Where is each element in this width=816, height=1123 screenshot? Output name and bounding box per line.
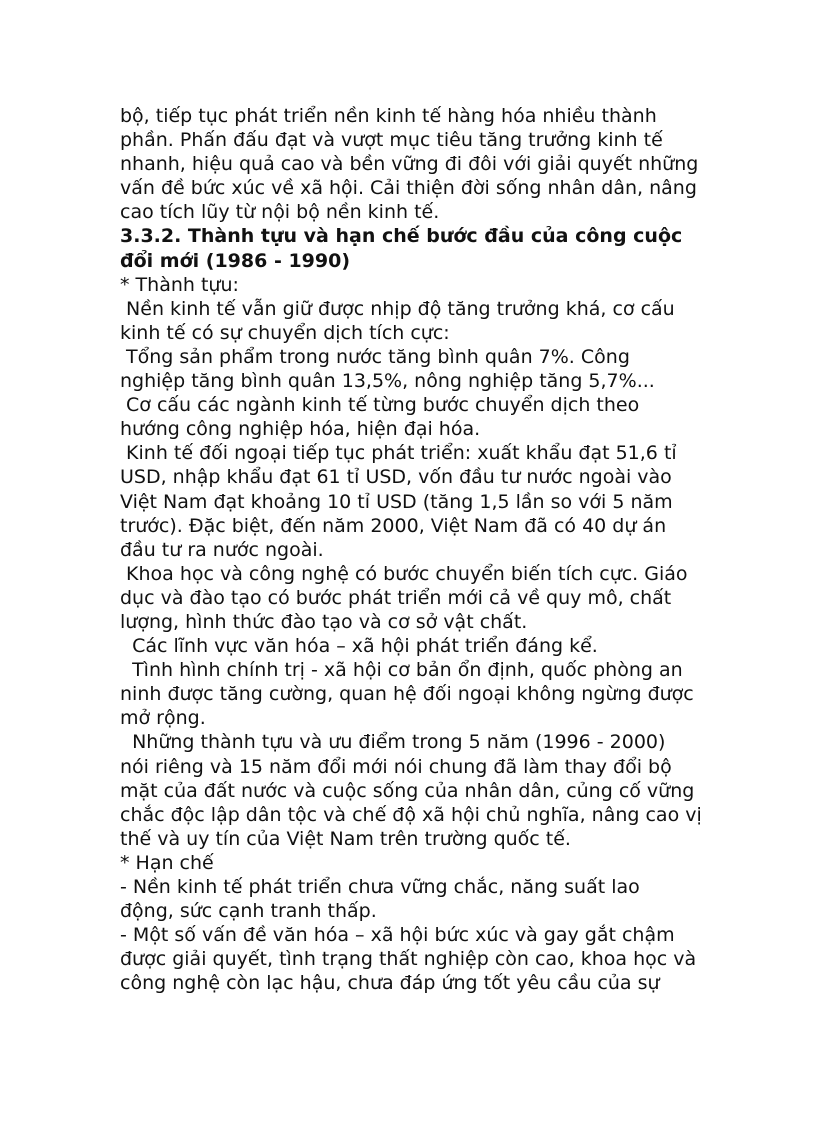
body-line: Tổng sản phẩm trong nước tăng bình quân 7%. Công [120, 345, 630, 368]
body-line: USD, nhập khẩu đạt 61 tỉ USD, vốn đầu tư nước ngoài vào [120, 466, 672, 489]
body-line: Những thành tựu và ưu điểm trong 5 năm (1996 - 2000) [120, 731, 666, 754]
body-line: Tình hình chính trị - xã hội cơ bản ổn định, quốc phòng an [120, 659, 683, 682]
body-line: đầu tư ra nước ngoài. [120, 538, 324, 561]
body-line: dục và đào tạo có bước phát triển mới cả về quy mô, chất [120, 586, 672, 609]
body-line: Khoa học và công nghệ có bước chuyển biến tích cực. Giáo [120, 562, 688, 585]
body-line: mặt của đất nước và cuộc sống của nhân dân, củng cố vững [120, 779, 695, 802]
body-line: Cơ cấu các ngành kinh tế từng bước chuyển dịch theo [120, 394, 640, 417]
body-line: hướng công nghiệp hóa, hiện đại hóa. [120, 418, 481, 441]
body-line: lượng, hình thức đào tạo và cơ sở vật chất. [120, 610, 528, 633]
body-line: công nghệ còn lạc hậu, chưa đáp ứng tốt yêu cầu của sự [120, 972, 660, 995]
body-line: chắc độc lập dân tộc và chế độ xã hội chủ nghĩa, nâng cao vị [120, 803, 702, 826]
section-heading-line: đổi mới (1986 - 1990) [120, 249, 351, 272]
body-line: nghiệp tăng bình quân 13,5%, nông nghiệp tăng 5,7%... [120, 370, 655, 393]
document-page [120, 104, 710, 995]
body-line: cao tích lũy từ nội bộ nền kinh tế. [120, 201, 440, 224]
body-line: thế và uy tín của Việt Nam trên trường quốc tế. [120, 827, 571, 850]
body-line: nhanh, hiệu quả cao và bền vững đi đôi với giải quyết những [120, 153, 699, 176]
body-line: động, sức cạnh tranh thấp. [120, 900, 377, 923]
subheading-achievements: * Thành tựu: [120, 273, 239, 296]
subheading-limitations: * Hạn chế [120, 851, 214, 874]
body-line: nói riêng và 15 năm đổi mới nói chung đã làm thay đổi bộ [120, 755, 672, 778]
body-line: trước). Đặc biệt, đến năm 2000, Việt Nam đã có 40 dự án [120, 514, 667, 537]
body-line: kinh tế có sự chuyển dịch tích cực: [120, 321, 450, 344]
body-line: ninh được tăng cường, quan hệ đối ngoại không ngừng được [120, 683, 694, 706]
body-line: Nền kinh tế vẫn giữ được nhịp độ tăng trưởng khá, cơ cấu [120, 297, 675, 320]
body-line: Các lĩnh vực văn hóa – xã hội phát triển đáng kể. [120, 635, 598, 658]
body-line: - Nền kinh tế phát triển chưa vững chắc, năng suất lao [120, 876, 640, 898]
body-line: được giải quyết, tình trạng thất nghiệp còn cao, khoa học và [120, 948, 697, 971]
body-line: vấn đề bức xúc về xã hội. Cải thiện đời sống nhân dân, nâng [120, 177, 697, 200]
section-heading-line: 3.3.2. Thành tựu và hạn chế bước đầu của công cuộc [120, 225, 683, 248]
body-line: Kinh tế đối ngoại tiếp tục phát triển: xuất khẩu đạt 51,6 tỉ [120, 442, 677, 465]
body-line: bộ, tiếp tục phát triển nền kinh tế hàng hóa nhiều thành [120, 105, 657, 127]
body-line: Việt Nam đạt khoảng 10 tỉ USD (tăng 1,5 lần so với 5 năm [120, 490, 673, 513]
body-line: - Một số vấn đề văn hóa – xã hội bức xúc và gay gắt chậm [120, 924, 675, 947]
body-line: phần. Phấn đấu đạt và vượt mục tiêu tăng trưởng kinh tế [120, 129, 663, 152]
body-line: mở rộng. [120, 707, 206, 730]
